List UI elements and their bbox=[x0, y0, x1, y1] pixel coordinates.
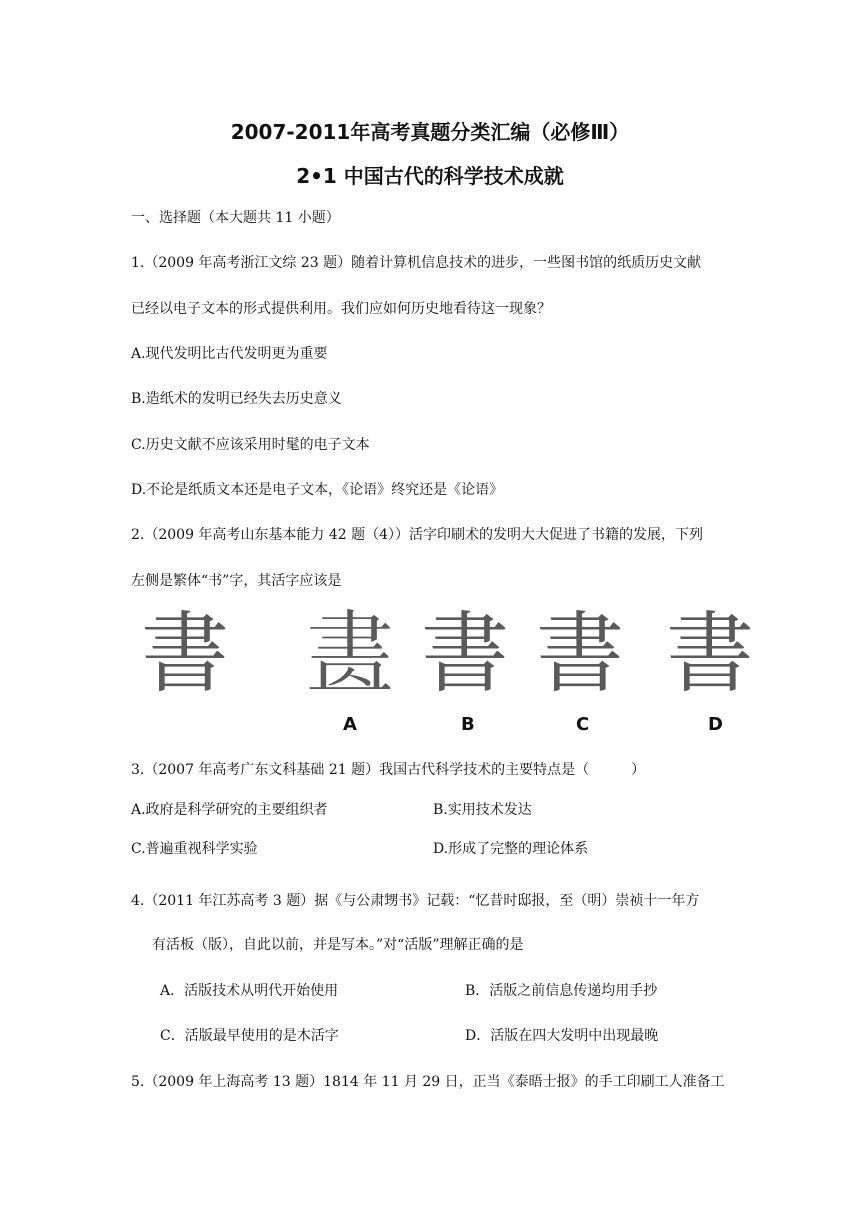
option-a-glyph: 𦘕 bbox=[306, 602, 395, 705]
question-4-option-d: D．活版在四大发明中出现最晚 bbox=[465, 1028, 659, 1044]
question-2-glyph-figure bbox=[131, 604, 756, 742]
question-3-option-d: D.形成了完整的理论体系 bbox=[433, 841, 589, 857]
question-2-stem-line2: 左侧是繁体“书”字，其活字应该是 bbox=[131, 573, 342, 589]
question-1-stem-line1: 1.（2009 年高考浙江文综 23 题）随着计算机信息技术的进步，一些图书馆的纸质历史文献 bbox=[131, 255, 702, 271]
question-3-option-c: C.普遍重视科学实验 bbox=[131, 841, 258, 857]
question-4-option-b: B．活版之前信息传递均用手抄 bbox=[465, 983, 658, 999]
question-3-option-a: A.政府是科学研究的主要组织者 bbox=[131, 802, 328, 818]
reference-glyph: 書 bbox=[141, 602, 230, 705]
question-1-option-a: A.现代发明比古代发明更为重要 bbox=[131, 346, 328, 362]
question-5-stem-line1: 5.（2009 年上海高考 13 题）1814 年 11 月 29 日，正当《泰晤士报》的手工印刷工人准备工 bbox=[131, 1074, 725, 1090]
question-4-stem-line1: 4.（2011 年江苏高考 3 题）据《与公肃甥书》记载：“忆昔时邸报，至（明）崇祯十一年方 bbox=[131, 893, 700, 909]
page-subtitle: 2•1 中国古代的科学技术成就 bbox=[296, 164, 564, 188]
question-4-option-a: A．活版技术从明代开始使用 bbox=[160, 983, 339, 999]
question-1-option-b: B.造纸术的发明已经失去历史意义 bbox=[131, 391, 342, 407]
question-2-stem-line1: 2.（2009 年高考山东基本能力 42 题（4））活字印刷术的发明大大促进了书籍的发展，下列 bbox=[131, 527, 704, 543]
question-1-stem-line2: 已经以电子文本的形式提供利用。我们应如何历史地看待这一现象？ bbox=[131, 301, 551, 317]
option-b-letter: B bbox=[461, 714, 475, 735]
question-3-stem: 3.（2007 年高考广东文科基础 21 题）我国古代科学技术的主要特点是（ ） bbox=[131, 762, 646, 778]
question-1-option-c: C.历史文献不应该采用时髦的电子文本 bbox=[131, 437, 370, 453]
section-heading: 一、选择题（本大题共 11 小题） bbox=[131, 210, 340, 226]
option-c-glyph: 書 bbox=[536, 602, 625, 705]
question-4-option-c: C．活版最早使用的是木活字 bbox=[160, 1028, 339, 1044]
page-title: 2007-2011年高考真题分类汇编（必修Ⅲ） bbox=[230, 120, 630, 144]
question-4-stem-line2: 有活板（版），自此以前，并是写本。”对“活版”理解正确的是 bbox=[152, 937, 524, 953]
option-d-letter: D bbox=[708, 714, 723, 735]
question-3-option-b: B.实用技术发达 bbox=[433, 802, 532, 818]
option-b-glyph: 書 bbox=[421, 602, 510, 705]
question-1-option-d: D.不论是纸质文本还是电子文本，《论语》终究还是《论语》 bbox=[131, 482, 504, 498]
option-d-glyph: 書 bbox=[666, 602, 755, 705]
option-c-letter: C bbox=[576, 714, 590, 735]
option-a-letter: A bbox=[343, 714, 357, 735]
